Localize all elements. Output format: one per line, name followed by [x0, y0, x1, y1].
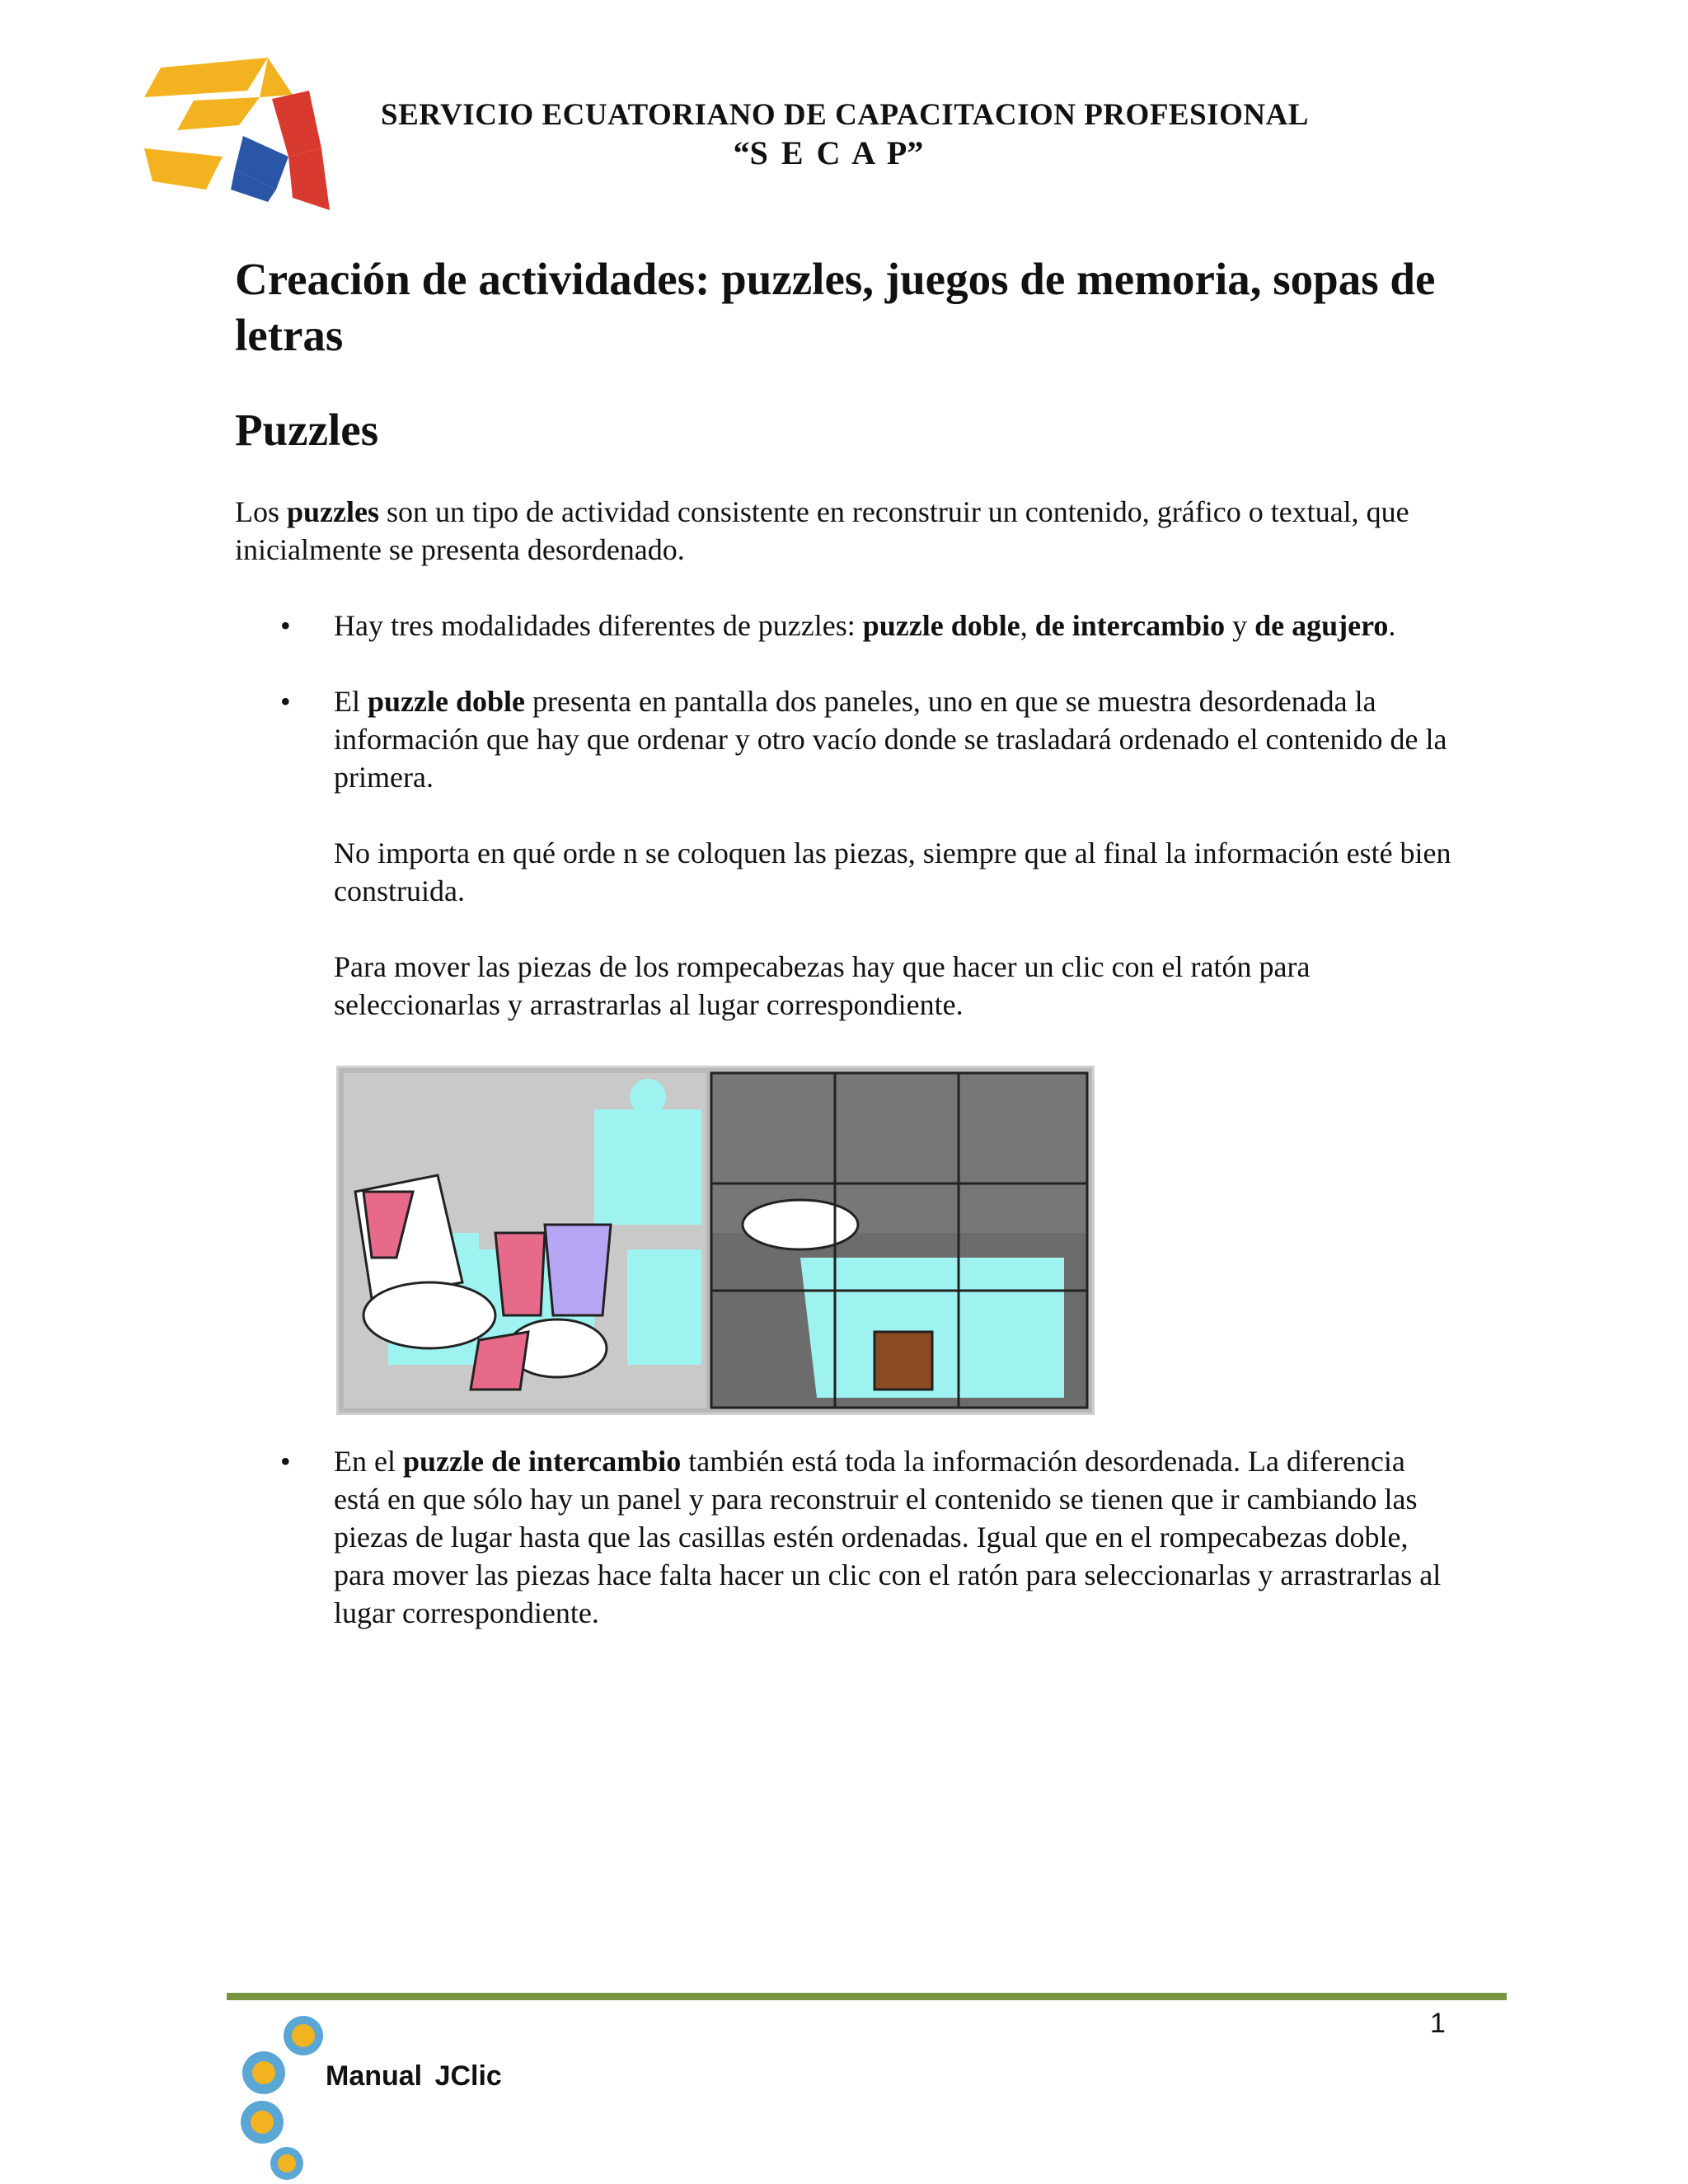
paragraph-move-pieces: Para mover las piezas de los rompecabezas hay que hacer un clic con el ratón para seleccionarlas y arrastrarlas al lugar correspondiente. — [334, 950, 1311, 1021]
document-title: Creación de actividades: puzzles, juegos de memoria, sopas de letras — [235, 254, 1436, 360]
footer-rule — [227, 1993, 1507, 2000]
bullet-puzzle-types: Hay tres modalidades diferentes de puzzles: puzzle doble, de intercambio y de agujero. — [334, 609, 1396, 642]
organization-acronym: “S E C A P” — [733, 134, 924, 171]
footer-label: Manual JClic — [326, 2060, 502, 2092]
intro-paragraph: Los puzzles son un tipo de actividad consistente en reconstruir un contenido, gráfico o textual, que inicialmente se presenta desordenado. — [235, 495, 1409, 566]
section-heading-puzzles: Puzzles — [235, 405, 379, 455]
bullet-double-puzzle: El puzzle doble presenta en pantalla dos paneles, uno en que se muestra desordenada la información que hay que ordenar y otro vacío donde se trasladará ordenado el contenido de la primera. — [334, 685, 1447, 794]
double-puzzle-screenshot — [336, 1066, 1095, 1415]
jclic-logo-icon — [239, 2011, 338, 2180]
organization-name: SERVICIO ECUATORIANO DE CAPACITACION PROFESIONAL — [381, 98, 1309, 132]
bullet-exchange-puzzle: En el puzzle de intercambio también está toda la información desordenada. La diferencia está en que sólo hay un panel y para reconstruir el contenido se tienen que ir cambiando las piezas de lugar hasta que las casillas estén ordenadas. Igual que en el rompecabezas doble, para mover las piezas hace falta hacer un clic con el ratón para seleccionarlas y arrastrarlas al lugar correspondiente. — [334, 1445, 1442, 1629]
bullet-marker: • — [280, 685, 291, 718]
page-number: 1 — [1430, 2008, 1446, 2039]
bullet-marker: • — [280, 609, 291, 642]
double-puzzle-screenshot-icon — [339, 1068, 1092, 1413]
paragraph-piece-order: No importa en qué orde n se coloquen las piezas, siempre que al final la información esté bien construida. — [334, 837, 1451, 907]
bullet-marker: • — [280, 1445, 291, 1478]
secap-logo-icon — [144, 58, 342, 214]
